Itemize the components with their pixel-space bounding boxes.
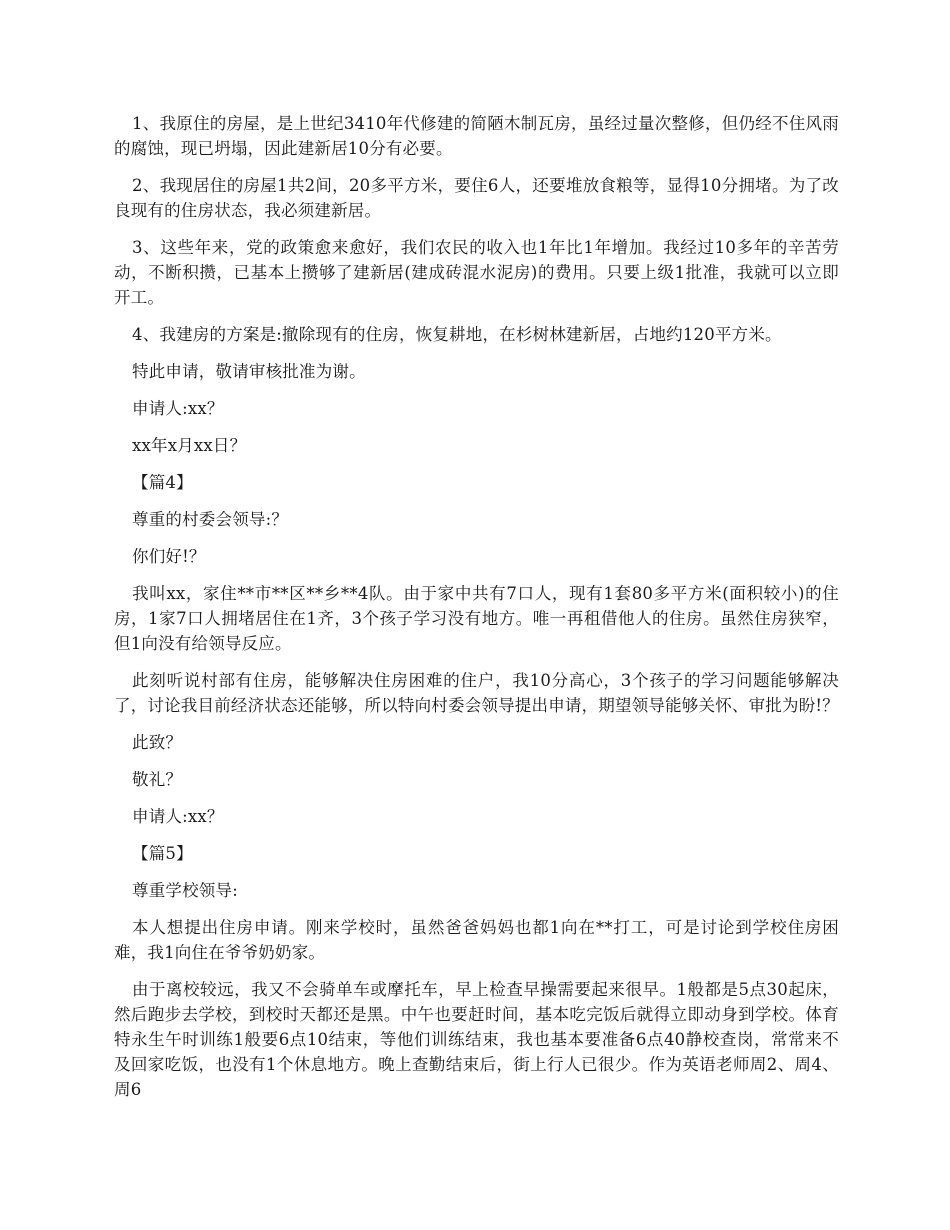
closing-jingli: 敬礼？ [132, 770, 183, 789]
applicant-line-2: 申请人:xx？ [132, 807, 224, 826]
paragraph-1: 1、我原住的房屋，是上世纪3410年代修建的简陋木制瓦房，虽经过量次整修，但仍经不住风雨的腐蚀，现已坍塌，因此建新居10分有必要。 [114, 114, 839, 158]
date-line: xx年x月xx日？ [132, 436, 247, 455]
section-heading-4: 【篇4】 [132, 473, 193, 492]
document-body [114, 111, 839, 1114]
paragraph-5: 我叫xx，家住**市**区**乡**4队。由于家中共有7口人，现有1套80多平方米(面积较小)的住房，1家7口人拥堵居住在1齐，3个孩子学习没有地方。唯一再租借他人的住房。虽然住房狭窄，但1向没有给领导反应。 [114, 584, 839, 653]
paragraph-3: 3、这些年来，党的政策愈来愈好，我们农民的收入也1年比1年增加。我经过10多年的辛苦劳动，不断积攒，已基本上攒够了建新居(建成砖混水泥房)的费用。只要上级1批准，我就可以立即开工。 [114, 238, 839, 307]
paragraph-2: 2、我现居住的房屋1共2间，20多平方米，要住6人，还要堆放食粮等，显得10分拥堵。为了改良现有的住房状态，我必须建新居。 [114, 176, 839, 220]
paragraph-8: 由于离校较远，我又不会骑单车或摩托车，早上检查早操需要起来很早。1般都是5点30起床，然后跑步去学校，到校时天都还是黑。中午也要赶时间，基本吃完饭后就得立即动身到学校。体育特永生午时训练1般要6点10结束，等他们训练结束，我也基本要准备6点40静校查岗，常常来不及回家吃饭，也没有1个休息地方。晚上查勤结束后，街上行人已很少。作为英语老师周2、周4、周6 [114, 980, 839, 1099]
closing-request: 特此申请，敬请审核批准为谢。 [132, 362, 366, 381]
closing-cizhi: 此致？ [132, 733, 183, 752]
section-heading-5: 【篇5】 [132, 844, 193, 863]
paragraph-7: 本人想提出住房申请。刚来学校时，虽然爸爸妈妈也都1向在**打工，可是讨论到学校住房困难，我1向住在爷爷奶奶家。 [114, 918, 839, 962]
paragraph-6: 此刻听说村部有住房，能够解决住房困难的住户，我10分高心，3个孩子的学习问题能够解决了，讨论我目前经济状态还能够，所以特向村委会领导提出申请，期望领导能够关怀、审批为盼!？ [114, 671, 839, 715]
salutation-school: 尊重学校领导: [132, 881, 238, 900]
salutation: 尊重的村委会领导:？ [132, 510, 289, 529]
applicant-line: 申请人:xx？ [132, 399, 224, 418]
paragraph-4: 4、我建房的方案是:撤除现有的住房，恢复耕地，在杉树林建新居，占地约120平方米。 [132, 325, 782, 344]
greeting: 你们好!？ [132, 547, 206, 566]
